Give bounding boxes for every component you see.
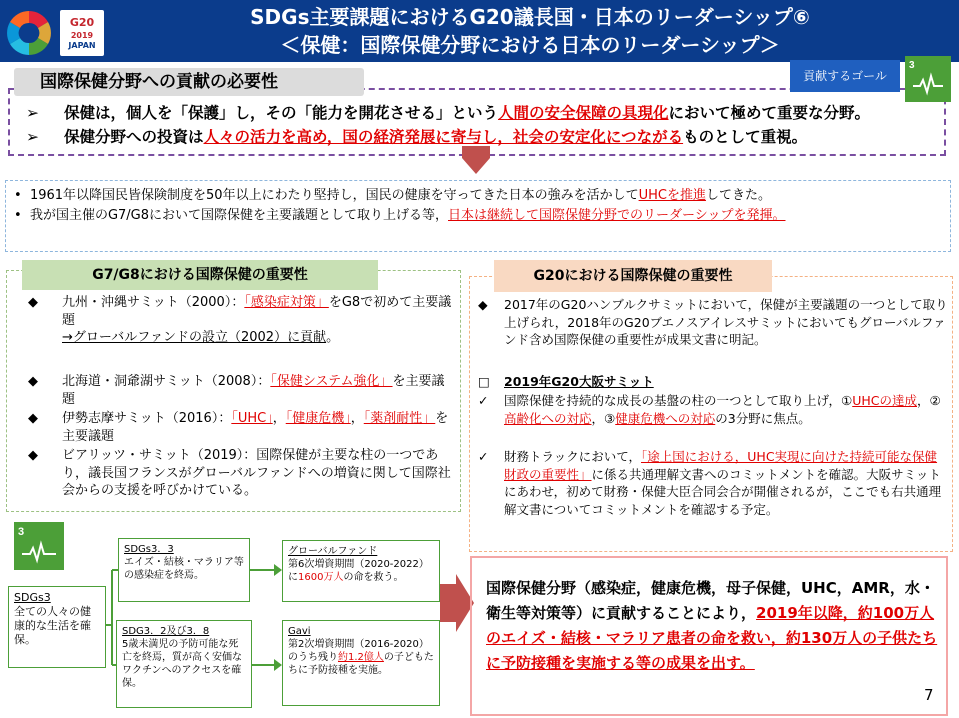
highlight: 「UHC」 <box>231 411 273 426</box>
text: 保健分野への投資は <box>64 128 204 146</box>
g20-item <box>478 448 948 518</box>
g7g8-heading: G7/G8における国際保健の重要性 <box>22 260 378 290</box>
page-subtitle: ＜保健：国際保健分野における日本のリーダーシップ＞ <box>280 33 780 57</box>
text: 2019年G20大阪サミット <box>504 374 654 389</box>
diamond-bullet-icon: ◆ <box>478 297 488 312</box>
sdg-wheel-icon <box>6 10 52 56</box>
text: してきた。 <box>705 188 771 203</box>
result-text <box>486 576 938 676</box>
text: を主要議題 <box>62 411 449 444</box>
box-title: SDGs3 <box>14 591 51 604</box>
highlight: 日本は継続して国際保健分野でのリーダーシップを発揮。 <box>448 208 786 223</box>
bullet-arrow-icon: ➢ <box>26 128 39 146</box>
box-body: エイズ・結核・マラリア等の感染症を終焉。 <box>124 557 244 581</box>
text: に係る共通理解文書へのコミットメントを確認。大阪サミットにあわせ，初めて財務・保健大臣合同会合が開催されるが，ここでも右共通理解文書についてコミットメントを確認する予定。 <box>504 466 942 517</box>
diamond-bullet-icon: ◆ <box>28 411 38 426</box>
g20-item <box>478 373 948 391</box>
diamond-bullet-icon: ◆ <box>28 295 38 310</box>
text: をG8で初めて主要議題 <box>62 295 452 328</box>
g7g8-item <box>28 294 456 347</box>
page-title: SDGs主要課題におけるG20議長国・日本のリーダーシップ⑥ <box>250 5 810 29</box>
strength-bullet <box>14 186 944 206</box>
g20-logo-line: JAPAN <box>68 41 96 50</box>
svg-text:3: 3 <box>909 60 915 71</box>
down-arrow-icon <box>458 146 494 174</box>
text: 第2次増資期間（2016-2020）のうち残り <box>288 639 429 663</box>
bullet-dot-icon: • <box>14 208 22 223</box>
sdgs3-box <box>8 586 106 668</box>
text: ， <box>350 411 364 426</box>
highlight: 「健康危機」 <box>285 411 351 426</box>
right-arrow-icon <box>440 574 474 632</box>
highlight: 「途上国における，UHC実現に向けた持続可能な保健財政の重要性」 <box>504 449 938 482</box>
text: 九州・沖縄サミット（2000）： <box>62 295 245 310</box>
bullet-dot-icon: • <box>14 188 22 203</box>
svg-text:3: 3 <box>18 526 25 538</box>
box-body: 全ての人々の健康的な生活を確保。 <box>14 605 91 646</box>
box-title: Gavi <box>288 626 311 637</box>
text: において極めて重要な分野。 <box>668 104 871 122</box>
g20-heading: G20における国際保健の重要性 <box>494 260 772 292</box>
highlight: 人間の安全保障の具現化 <box>498 104 669 122</box>
text: 国際保健を持続的な成長の基盤の柱の一つとして取り上げ，① <box>504 393 853 408</box>
highlight: 人々の活力を高め，国の経済発展に寄与し，社会の安定化につながる <box>203 128 684 146</box>
box-body: 5歳未満児の予防可能な死亡を終焉，質が高く安価なワクチンへのアクセスを確保。 <box>122 639 242 689</box>
text: 2017年のG20ハンブルクサミットにおいて，保健が主要議題の一つとして取り上げられ，2018年のG20ブエノスアイレスサミットにおいてもグローバルファンド含め国際保健の重要性が成果文書に明記。 <box>504 297 948 347</box>
text: ， <box>272 411 286 426</box>
text: →グローバルファンドの設立（2002）に貢献 <box>62 330 327 345</box>
sdg-goal-3-icon <box>905 56 951 102</box>
gavi-box <box>282 620 440 706</box>
target-3-3-box <box>118 538 250 602</box>
box-title: SDGs3．3 <box>124 544 174 555</box>
necessity-bullet <box>26 102 941 124</box>
text: ものとして重視。 <box>683 128 808 146</box>
g20-item <box>478 296 948 349</box>
text: を主要議題 <box>62 374 445 407</box>
g7g8-item <box>28 447 456 500</box>
text: 国際保健分野（感染症，健康危機，母子保健，UHC，AMR，水・衛生等対策等）に貢献することにより， <box>486 579 935 622</box>
sdg-goal-3-icon <box>14 522 64 570</box>
text: 財務トラックにおいて， <box>504 449 642 464</box>
text: の3分野に焦点。 <box>715 410 811 426</box>
strength-bullet <box>14 206 944 226</box>
g20-japan-logo <box>60 10 104 56</box>
box-title: グローバルファンド <box>288 546 378 557</box>
text: ，② <box>917 393 941 408</box>
necessity-bullet <box>26 126 941 148</box>
text: 伊勢志摩サミット（2016）： <box>62 411 232 426</box>
necessity-heading: 国際保健分野への貢献の必要性 <box>14 68 364 96</box>
highlight: 健康危機への対応 <box>615 410 716 426</box>
highlight: 「保健システム強化」 <box>270 374 393 389</box>
contributing-goal-button[interactable]: 貢献するゴール <box>790 60 900 92</box>
g20-logo-line: G20 <box>69 16 95 29</box>
text: 保健は，個人を「保護」し，その「能力を開花させる」という <box>64 104 499 122</box>
g7g8-item <box>28 410 456 445</box>
highlight: 高齢化への対応 <box>504 410 592 426</box>
page-number: 7 <box>924 686 934 704</box>
check-bullet-icon: ✓ <box>478 449 489 464</box>
bullet-arrow-icon: ➢ <box>26 104 39 122</box>
g20-item <box>478 392 948 427</box>
highlight: 2019年以降，約100万人のエイズ・結核・マラリア患者の命を救い，約130万人の子供たちに予防接種を実施する等の成果を出す。 <box>486 604 938 672</box>
text: ビアリッツ・サミット（2019）：国際保健が主要な柱の一つであり，議長国フランスがグローバルファンドへの増資に関して国際社会からの支援を呼びかけている。 <box>62 448 451 498</box>
checkbox-bullet-icon: □ <box>478 374 490 389</box>
global-fund-box <box>282 540 440 602</box>
highlight: 約1.2億人 <box>338 652 384 663</box>
g20-logo-line: 2019 <box>70 31 94 40</box>
highlight: UHCを推進 <box>638 188 706 203</box>
text: 我が国主催のG7/G8において国際保健を主要議題として取り上げる等， <box>29 208 449 223</box>
g7g8-item <box>28 373 456 408</box>
highlight: 「感染症対策」 <box>244 295 329 310</box>
text: 1961年以降国民皆保険制度を50年以上にわたり堅持し，国民の健康を守ってきた日本の強みを活かして <box>29 188 639 203</box>
highlight: 1600万人 <box>298 572 344 583</box>
diamond-bullet-icon: ◆ <box>28 374 38 389</box>
highlight: 「薬剤耐性」 <box>363 411 436 426</box>
highlight: UHCの達成 <box>852 393 917 408</box>
text: 北海道・洞爺湖サミット（2008）： <box>62 374 271 389</box>
text: ，③ <box>591 410 616 426</box>
text: の命を救う。 <box>343 572 404 583</box>
text: の子どもたちに予防接種を実施。 <box>288 652 434 676</box>
box-title: SDG3．2及び3．8 <box>122 626 210 637</box>
text: 第6次増資期間（2020-2022）に <box>288 559 429 583</box>
diamond-bullet-icon: ◆ <box>28 448 38 463</box>
text: 。 <box>326 330 340 345</box>
target-3-2-3-8-box <box>116 620 252 708</box>
check-bullet-icon: ✓ <box>478 393 489 408</box>
